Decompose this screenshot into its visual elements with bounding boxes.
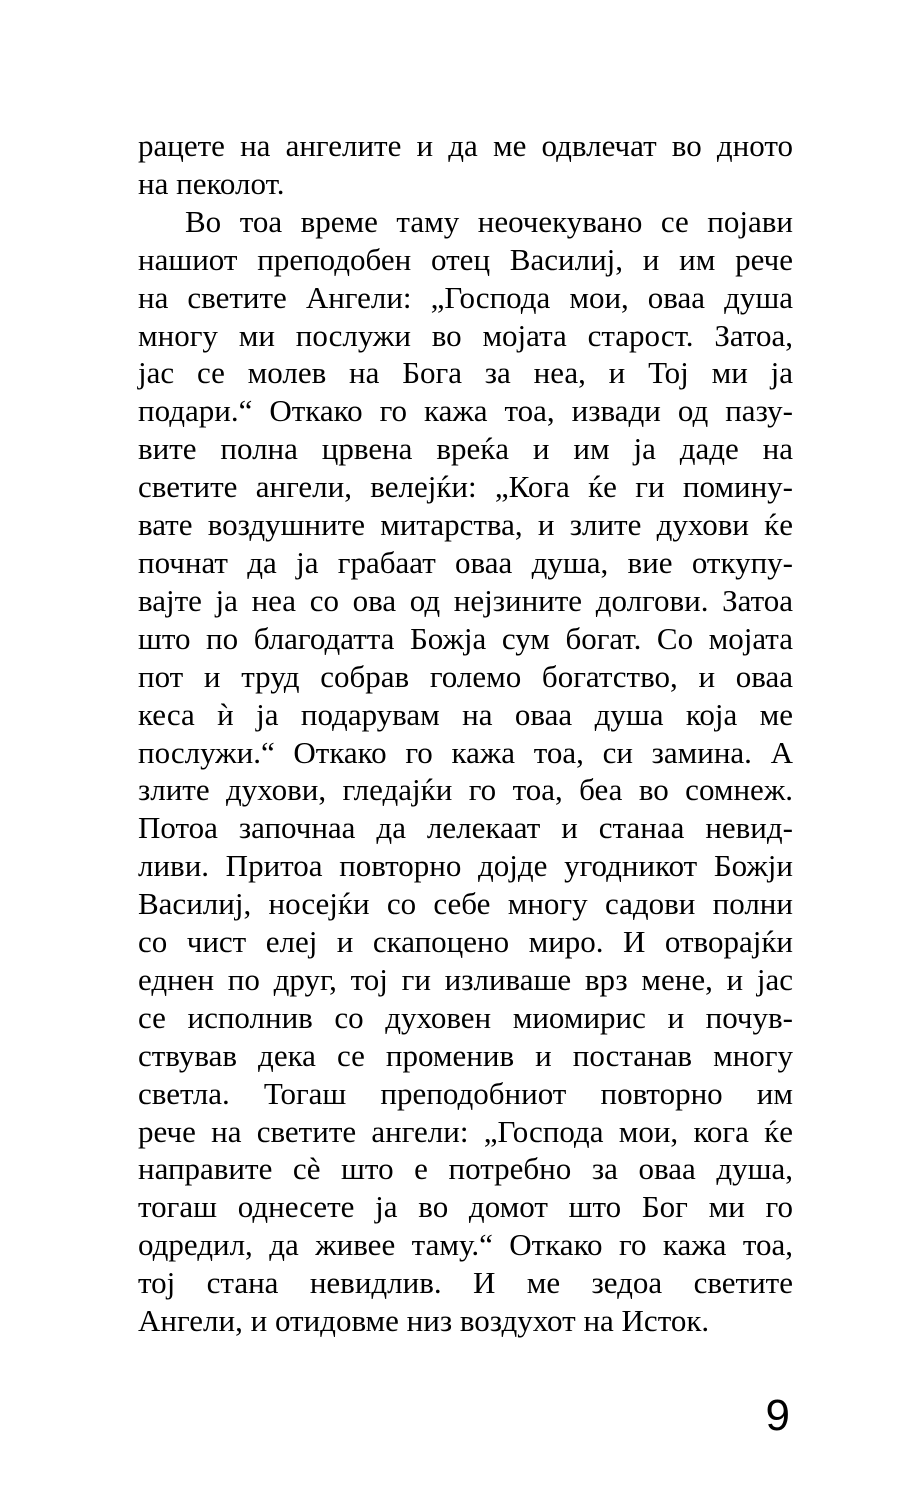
text-line: почнат да ја грабаат оваа душа, вие откупу- — [138, 544, 793, 580]
text-line: вите полна црвена вреќа и им ја даде на — [138, 431, 793, 467]
text-line: Во тоа време таму неочекувано се појави — [185, 203, 793, 239]
text-line: Ангели, и отидовме низ воздухот на Исток. — [138, 1303, 710, 1339]
paragraph — [138, 203, 793, 1340]
text-line: рече на светите ангели: „Господа мои, кога ќе — [138, 1113, 793, 1149]
text-line: светите ангели, велејќи: „Кога ќе ги помину- — [138, 469, 793, 505]
text-line: многу ми послужи во мојата старост. Затоа, — [138, 317, 793, 353]
text-line: направите сѐ што е потребно за оваа душа, — [138, 1151, 793, 1187]
text-line: послужи.“ Откако го кажа тоа, си замина. А — [138, 734, 793, 770]
text-line: јас се молев на Бога за неа, и Тој ми ја — [138, 355, 793, 391]
body-text — [138, 127, 793, 1340]
text-line: тој стана невидлив. И ме зедоа светите — [138, 1265, 793, 1301]
text-line: подари.“ Откако го кажа тоа, извади од пазу- — [138, 393, 793, 429]
text-line: еднен по друг, тој ги изливаше врз мене, и јас — [138, 961, 793, 997]
text-line: ливи. Притоа повторно дојде угодникот Божји — [138, 848, 793, 884]
text-line: ствував дека се променив и постанав многу — [138, 1037, 793, 1073]
text-line: се исполнив со духовен миомирис и почув- — [138, 999, 793, 1035]
text-line: Василиј, носејќи со себе многу садови полни — [138, 886, 793, 922]
text-line: кеса ѝ ја подарувам на оваа душа која ме — [138, 696, 793, 732]
text-line: Потоа започнаа да лелекаат и станаа невид- — [138, 810, 793, 846]
text-line: пот и труд собрав големо богатство, и оваа — [138, 658, 793, 694]
page-number: 9 — [765, 1391, 790, 1440]
text-line: злите духови, гледајќи го тоа, беа во сомнеж. — [138, 772, 793, 808]
paragraph — [138, 127, 793, 203]
text-line: тогаш однесете ја во домот што Бог ми го — [138, 1189, 793, 1225]
text-line: нашиот преподобен отец Василиј, и им рече — [138, 241, 793, 277]
text-line: на пеколот. — [138, 165, 285, 201]
text-line: со чист елеј и скапоцено миро. И отворајќи — [138, 924, 793, 960]
text-line: вајте ја неа со ова од нејзините долгови. Затоа — [138, 582, 793, 618]
text-line: на светите Ангели: „Господа мои, оваа душа — [138, 279, 793, 315]
text-line: одредил, да живее таму.“ Откако го кажа тоа, — [138, 1227, 793, 1263]
text-line: што по благодатта Божја сум богат. Со мојата — [138, 620, 793, 656]
text-line: светла. Тогаш преподобниот повторно им — [138, 1075, 793, 1111]
text-line: рацете на ангелите и да ме одвлечат во дното — [138, 128, 793, 163]
text-line: вате воздушните митарства, и злите духови ќе — [138, 507, 793, 543]
